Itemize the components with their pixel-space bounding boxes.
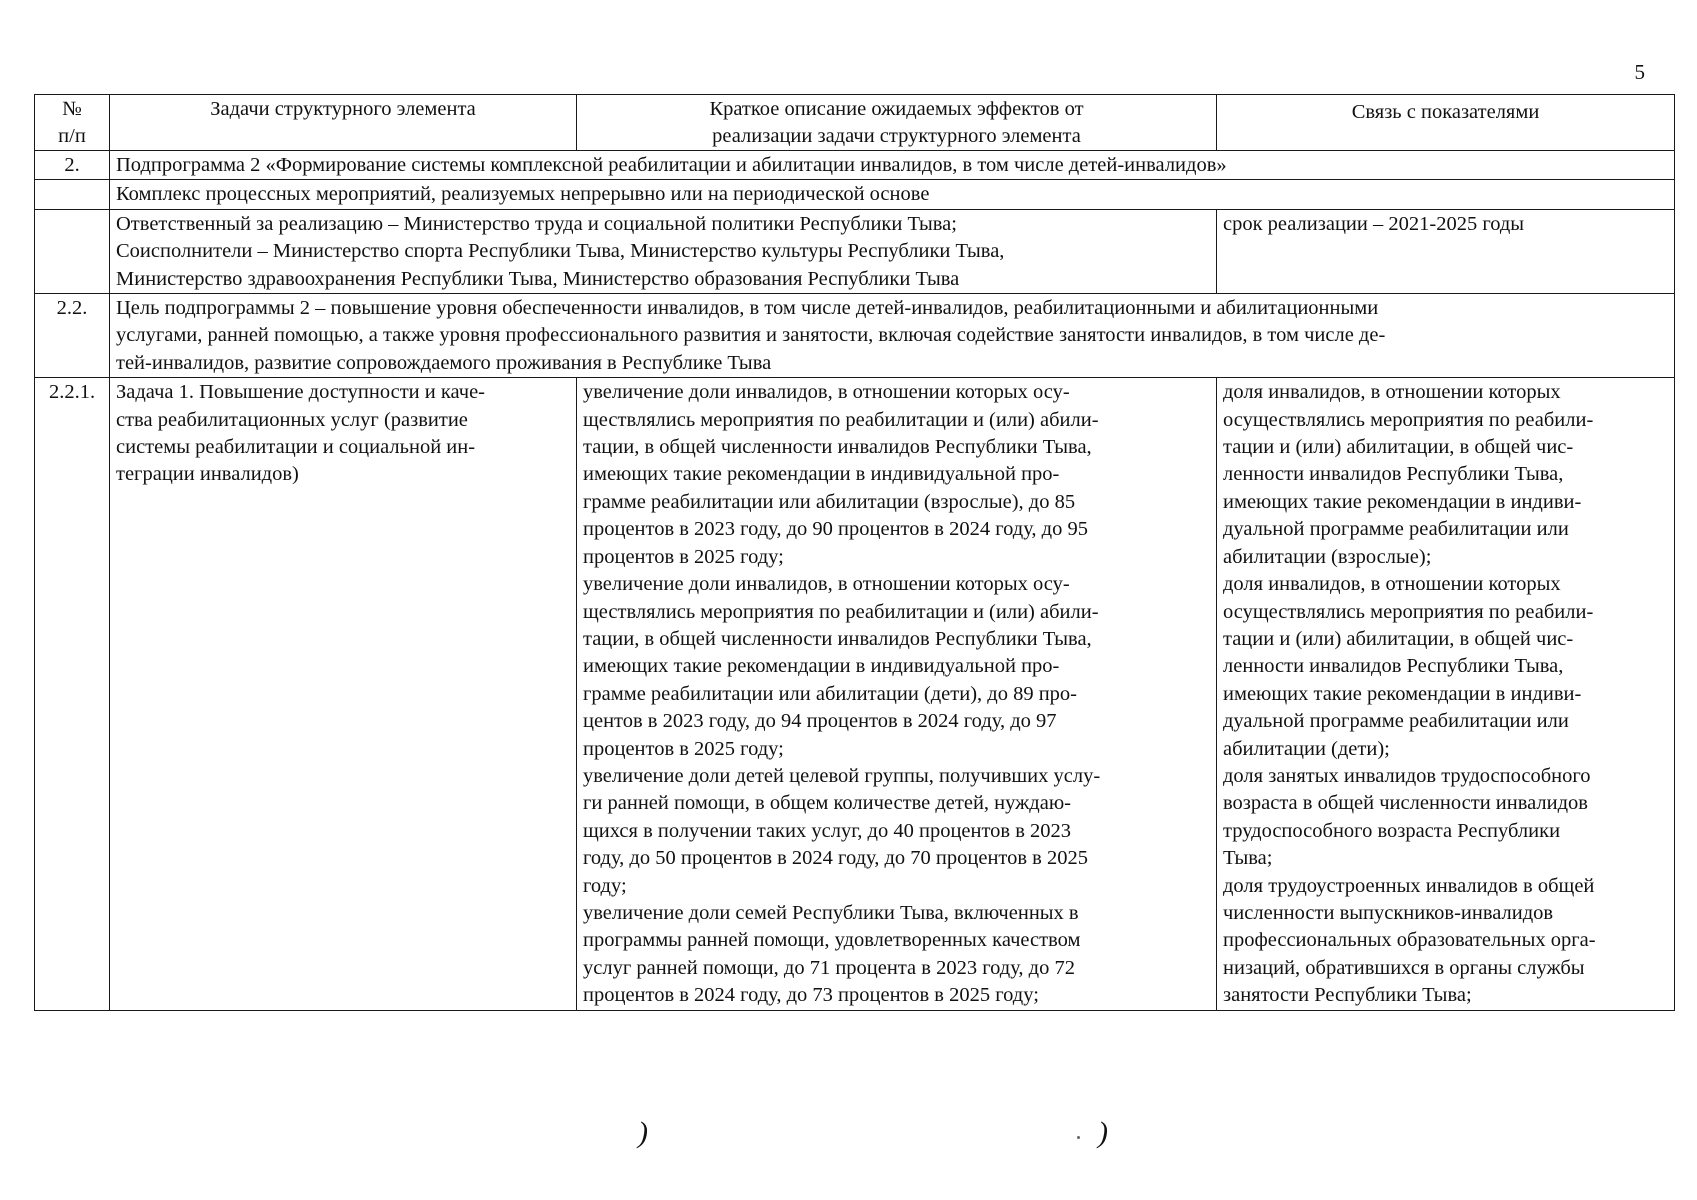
text-line: численности выпускников-инвалидов <box>1223 901 1554 924</box>
complex-title: Комплекс процессных мероприятий, реализуемых непрерывно или на периодической основе <box>110 180 1675 209</box>
text-line: ства реабилитационных услуг (развитие <box>116 408 468 431</box>
text-line: увеличение доли детей целевой группы, получивших услу- <box>583 764 1101 787</box>
text-line: низаций, обратившихся в органы службы <box>1223 956 1585 979</box>
table-header-row <box>35 95 1675 151</box>
text-line: грамме реабилитации или абилитации (дети), до 89 про- <box>583 682 1078 705</box>
text-line: ги ранней помощи, в общем количестве детей, нуждаю- <box>583 792 1071 815</box>
text-line: дуальной программе реабилитации или <box>1223 518 1569 541</box>
row-num-empty <box>35 209 110 293</box>
header-effects: Краткое описание ожидаемых эффектов от реализации задачи структурного элемента <box>577 95 1217 151</box>
handwritten-mark-right: ) <box>1098 1116 1108 1149</box>
table-row-task <box>35 378 1675 1010</box>
text-line: году; <box>583 874 627 897</box>
text-line: осуществлялись мероприятия по реабили- <box>1223 408 1594 431</box>
text-line: абилитации (взрослые); <box>1223 545 1432 568</box>
header-num: № п/п <box>35 95 110 151</box>
expected-effects <box>577 378 1217 1010</box>
text-line: доля инвалидов, в отношении которых <box>1223 573 1561 596</box>
text-line: ленности инвалидов Республики Тыва, <box>1223 463 1564 486</box>
table-row-subprogram <box>35 151 1675 180</box>
text-line: имеющих такие рекомендации в индивидуальной про- <box>583 655 1060 678</box>
text-line: процентов в 2025 году; <box>583 545 784 568</box>
text-line: услуг ранней помощи, до 71 процента в 2023 году, до 72 <box>583 956 1075 979</box>
text-line: увеличение доли семей Республики Тыва, включенных в <box>583 901 1079 924</box>
linked-indicators <box>1217 378 1675 1010</box>
text-line: профессиональных образовательных орга- <box>1223 929 1596 952</box>
responsible-text: Ответственный за реализацию – Министерство труда и социальной политики Республики Тыва; Соисполнители – Министерство спорта Республики Тыва, Министерство культуры Республики Тыва, Министерство здравоохранения Республики Тыва, Министерство образования Республики Тыва <box>110 209 1217 293</box>
text-line: году, до 50 процентов в 2024 году, до 70 процентов в 2025 <box>583 847 1088 870</box>
text-line: программы ранней помощи, удовлетворенных качеством <box>583 929 1081 952</box>
text-line: занятости Республики Тыва; <box>1223 984 1472 1007</box>
row-num: 2.2. <box>35 294 110 378</box>
goal-text: Цель подпрограммы 2 – повышение уровня обеспеченности инвалидов, в том числе детей-инвалидов, реабилитационными и абилитационными услугами, ранней помощью, а также уровня профессионального развития и занятости, включая содействие занятости инвалидов, в том числе де- тей-инвалидов, развитие сопровождаемого проживания в Республике Тыва <box>110 294 1675 378</box>
text-line: осуществлялись мероприятия по реабили- <box>1223 600 1594 623</box>
row-num-empty <box>35 180 110 209</box>
text-line: трудоспособного возраста Республики <box>1223 819 1561 842</box>
table-row-complex <box>35 180 1675 209</box>
table-row-goal <box>35 294 1675 378</box>
text-line: грамме реабилитации или абилитации (взрослые), до 85 <box>583 490 1076 513</box>
text-line: процентов в 2025 году; <box>583 737 784 760</box>
text-line: увеличение доли инвалидов, в отношении которых осу- <box>583 573 1070 596</box>
text-line: Задача 1. Повышение доступности и каче- <box>116 381 486 404</box>
text-line: тации, в общей численности инвалидов Республики Тыва, <box>583 436 1092 459</box>
row-num: 2. <box>35 151 110 180</box>
text-line: возраста в общей численности инвалидов <box>1223 792 1588 815</box>
implementation-period: срок реализации – 2021-2025 годы <box>1217 209 1675 293</box>
text-line: ленности инвалидов Республики Тыва, <box>1223 655 1564 678</box>
text-line: тации и (или) абилитации, в общей чис- <box>1223 436 1574 459</box>
text-line: доля занятых инвалидов трудоспособного <box>1223 764 1591 787</box>
text-line: увеличение доли инвалидов, в отношении которых осу- <box>583 381 1070 404</box>
text-line: тации и (или) абилитации, в общей чис- <box>1223 627 1574 650</box>
task-description <box>110 378 577 1010</box>
subprogram-title: Подпрограмма 2 «Формирование системы комплексной реабилитации и абилитации инвалидов, в том числе детей-инвалидов» <box>110 151 1675 180</box>
text-line: ществлялись мероприятия по реабилитации и (или) абили- <box>583 408 1099 431</box>
handwritten-mark-left: ) <box>638 1116 648 1149</box>
text-line: теграции инвалидов) <box>116 463 299 486</box>
text-line: ществлялись мероприятия по реабилитации и (или) абили- <box>583 600 1099 623</box>
text-line: дуальной программе реабилитации или <box>1223 710 1569 733</box>
text-line: процентов в 2024 году, до 73 процентов в 2025 году; <box>583 984 1039 1007</box>
text-line: щихся в получении таких услуг, до 40 процентов в 2023 <box>583 819 1072 842</box>
text-line: имеющих такие рекомендации в индивидуальной про- <box>583 463 1060 486</box>
text-line: Тыва; <box>1223 847 1273 870</box>
table-row-responsible <box>35 209 1675 293</box>
text-line: центов в 2023 году, до 94 процентов в 2024 году, до 97 <box>583 710 1057 733</box>
text-line: абилитации (дети); <box>1223 737 1390 760</box>
text-line: имеющих такие рекомендации в индиви- <box>1223 490 1582 513</box>
text-line: доля трудоустроенных инвалидов в общей <box>1223 874 1595 897</box>
header-tasks: Задачи структурного элемента <box>110 95 577 151</box>
scan-dot <box>1077 1136 1080 1139</box>
row-num: 2.2.1. <box>35 378 110 1010</box>
text-line: доля инвалидов, в отношении которых <box>1223 381 1561 404</box>
text-line: процентов в 2023 году, до 90 процентов в 2024 году, до 95 <box>583 518 1088 541</box>
page-number: 5 <box>1634 60 1645 84</box>
text-line: системы реабилитации и социальной ин- <box>116 436 476 459</box>
program-table <box>34 94 1675 1011</box>
header-link: Связь с показателями <box>1217 95 1675 151</box>
text-line: тации, в общей численности инвалидов Республики Тыва, <box>583 627 1092 650</box>
text-line: имеющих такие рекомендации в индиви- <box>1223 682 1582 705</box>
